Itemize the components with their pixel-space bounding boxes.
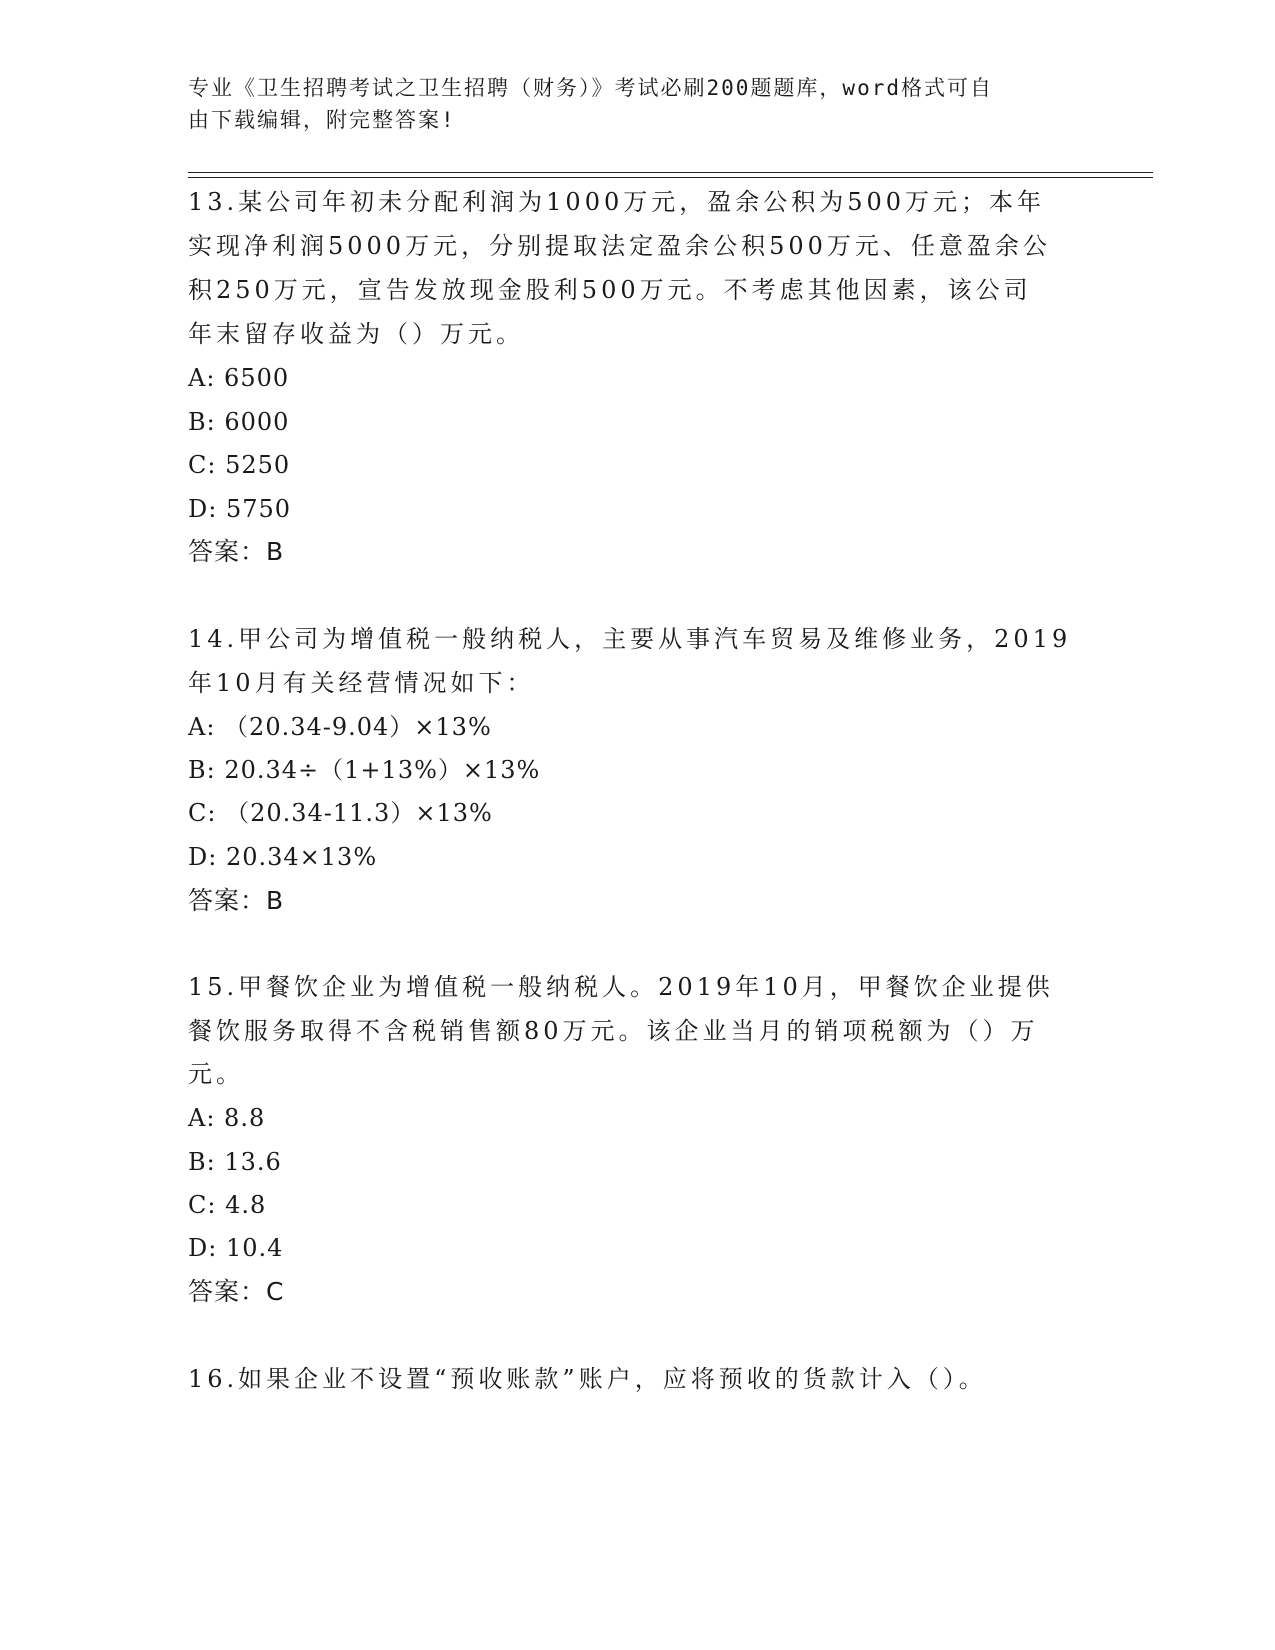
question-14-answer: 答案：B — [188, 886, 285, 915]
header-rule-bottom — [188, 177, 1153, 178]
question-14-text-line-2: 年10月有关经营情况如下： — [188, 669, 535, 697]
question-13-text-line-3: 积250万元，宣告发放现金股利500万元。不考虑其他因素，该公司 — [188, 276, 1032, 304]
question-14-option-a: A: （20.34-9.04）×13% — [188, 713, 492, 741]
question-16-text-line-1: 16.如果企业不设置“预收账款”账户，应将预收的货款计入（）。 — [188, 1365, 987, 1393]
question-15-option-a: A: 8.8 — [188, 1104, 266, 1132]
question-13-answer: 答案：B — [188, 537, 285, 566]
header-text-line-1: 专业《卫生招聘考试之卫生招聘（财务）》考试必刷200题题库，word格式可自 — [188, 76, 993, 100]
question-15-text-line-3: 元。 — [188, 1060, 244, 1088]
header-text-line-2: 由下载编辑，附完整答案! — [188, 108, 456, 132]
question-13-text-line-2: 实现净利润5000万元，分别提取法定盈余公积500万元、任意盈余公 — [188, 232, 1051, 260]
question-15-option-c: C: 4.8 — [188, 1191, 267, 1219]
question-14-option-c: C: （20.34-11.3）×13% — [188, 799, 493, 827]
question-15-option-d: D: 10.4 — [188, 1234, 284, 1262]
question-13-text-line-4: 年末留存收益为（）万元。 — [188, 320, 524, 348]
question-14-option-b: B: 20.34÷（1+13%）×13% — [188, 756, 541, 784]
question-15-text-line-2: 餐饮服务取得不含税销售额80万元。该企业当月的销项税额为（）万 — [188, 1017, 1039, 1045]
question-14-text-line-1: 14.甲公司为增值税一般纳税人，主要从事汽车贸易及维修业务，2019 — [188, 625, 1072, 653]
question-15-answer: 答案：C — [188, 1277, 285, 1306]
header-rule-top — [188, 172, 1153, 173]
question-13-option-a: A: 6500 — [188, 364, 290, 392]
question-14-option-d: D: 20.34×13% — [188, 843, 378, 871]
question-13-option-c: C: 5250 — [188, 451, 291, 479]
question-13-option-d: D: 5750 — [188, 495, 292, 523]
question-15-option-b: B: 13.6 — [188, 1148, 282, 1176]
question-13-option-b: B: 6000 — [188, 408, 290, 436]
question-15-text-line-1: 15.甲餐饮企业为增值税一般纳税人。2019年10月，甲餐饮企业提供 — [188, 973, 1054, 1001]
question-13-text-line-1: 13.某公司年初未分配利润为1000万元，盈余公积为500万元；本年 — [188, 188, 1046, 216]
